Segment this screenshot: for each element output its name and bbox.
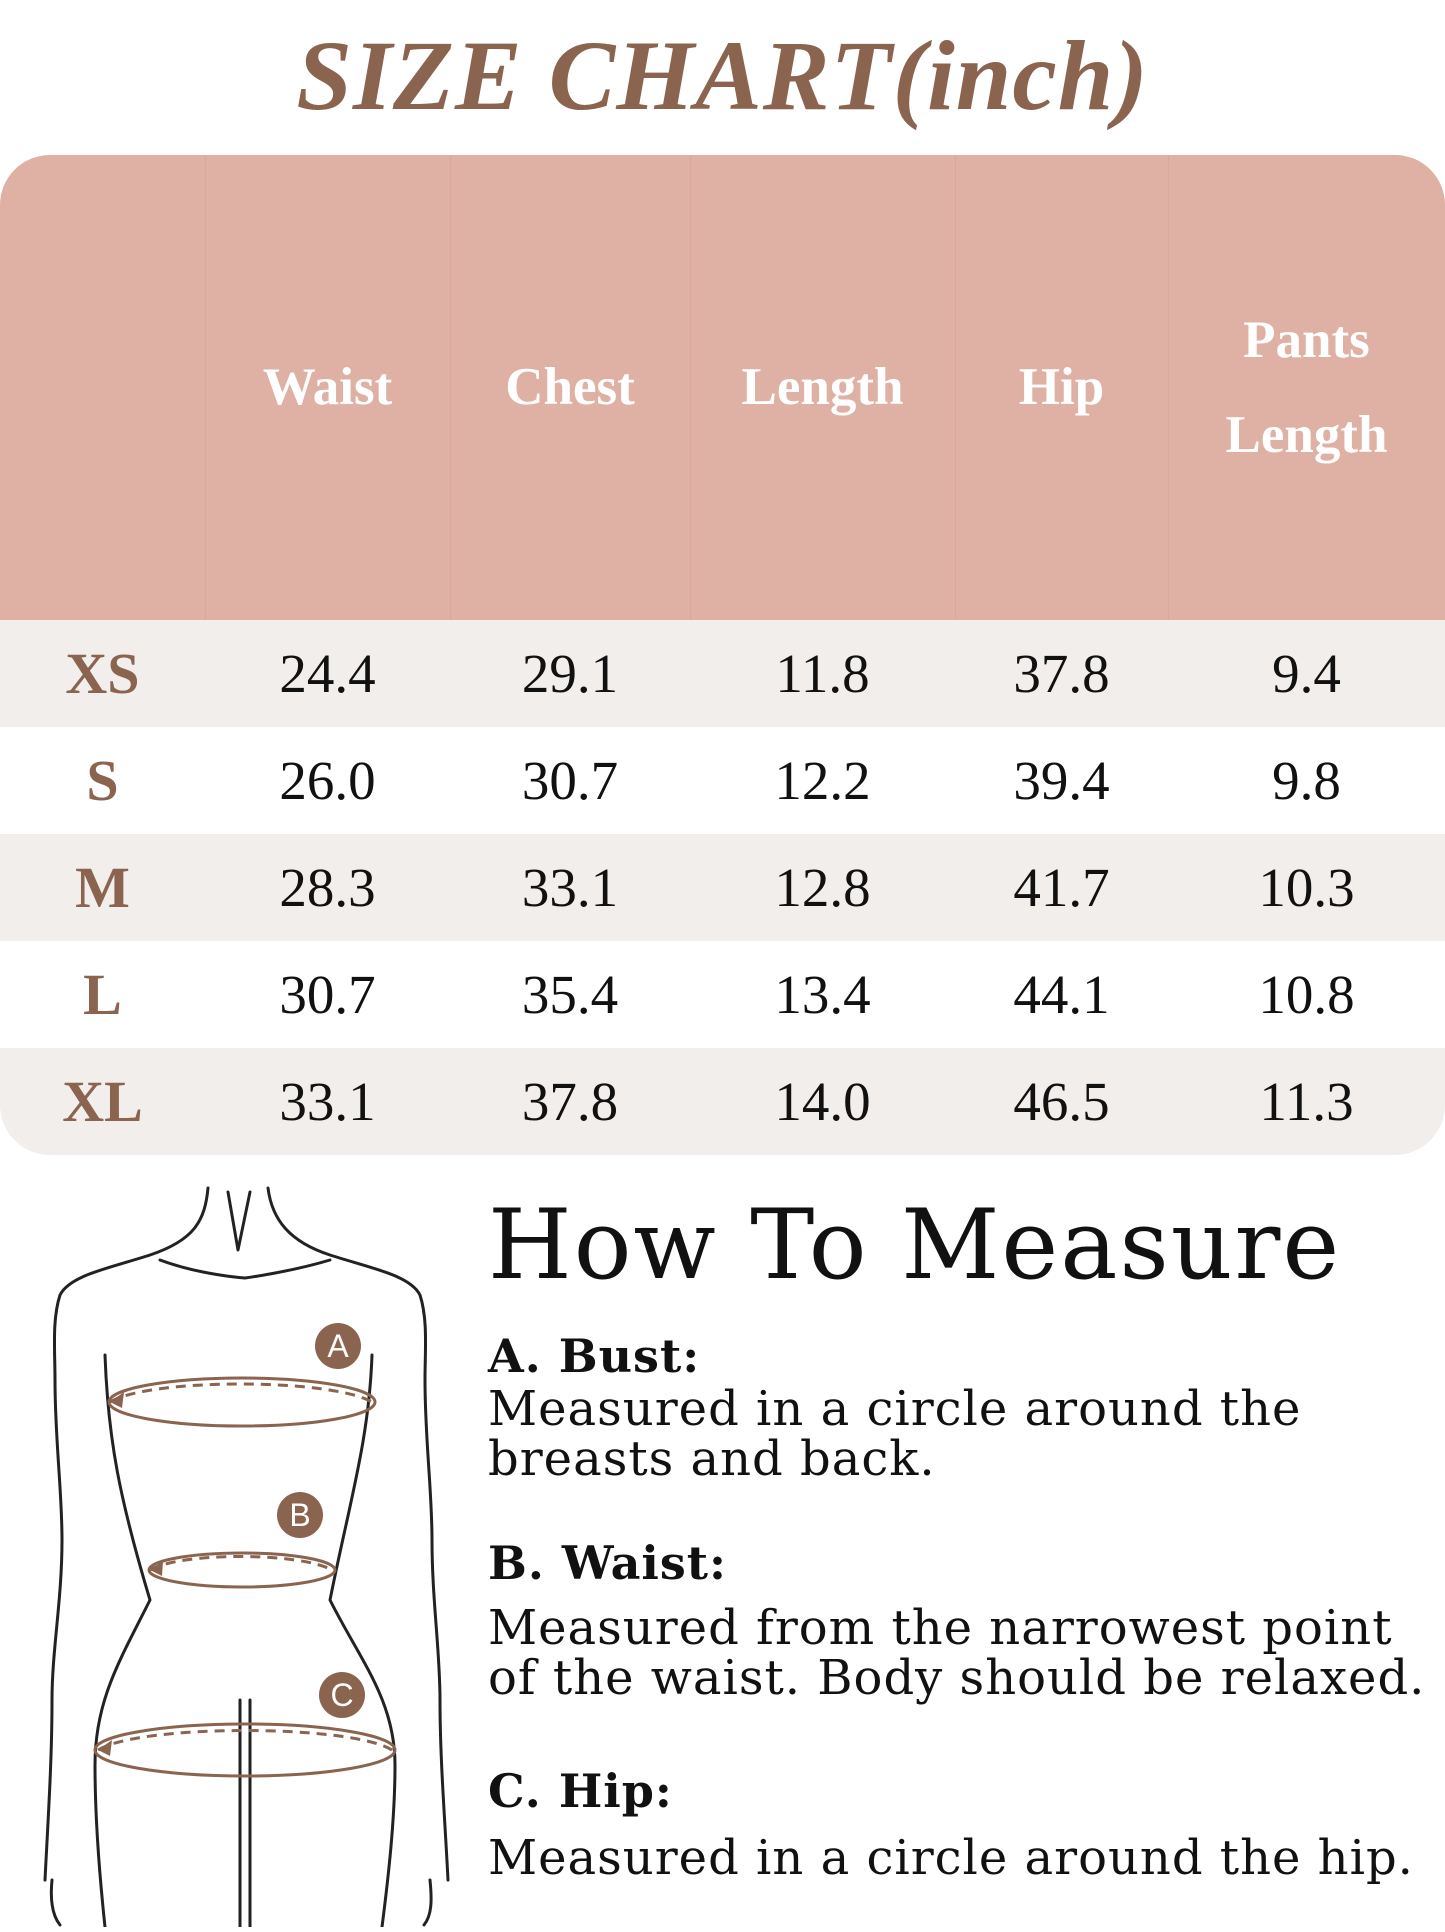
table-row (0, 727, 1445, 834)
size-chart-table (0, 155, 1445, 1155)
marker-b-label: B (289, 1497, 311, 1533)
marker-c-label: C (330, 1677, 354, 1713)
size-label: XL (62, 1069, 143, 1134)
waist-value: 33.1 (279, 1071, 376, 1132)
hip-value: 44.1 (1013, 964, 1110, 1025)
waist-description-line2: of the waist. Body should be relaxed. (488, 1650, 1426, 1706)
body-outline-illustration (0, 1180, 480, 1927)
bust-description-line1: Measured in a circle around the (488, 1381, 1302, 1437)
length-value: 13.4 (774, 964, 871, 1025)
chest-value: 35.4 (521, 964, 619, 1025)
size-label: XS (65, 641, 140, 706)
body-measurement-figure (0, 1180, 480, 1927)
waist-value: 30.7 (279, 964, 376, 1025)
table-row (0, 1048, 1445, 1155)
header-chest: Chest (505, 358, 635, 416)
hip-value: 41.7 (1013, 857, 1110, 918)
chest-value: 37.8 (521, 1071, 619, 1132)
header-pants-length-line2: Length (1225, 405, 1388, 464)
chest-value: 29.1 (521, 643, 619, 704)
header-pants-length-line1: Pants (1243, 310, 1370, 369)
header-waist: Waist (262, 358, 393, 416)
bust-description-line2: breasts and back. (488, 1431, 936, 1487)
header-length: Length (741, 358, 904, 416)
table-row (0, 941, 1445, 1048)
length-value: 12.8 (774, 857, 871, 918)
marker-b (277, 1492, 323, 1538)
hip-instruction (488, 1763, 1438, 1886)
table-row (0, 620, 1445, 727)
hip-label: C. Hip: (488, 1764, 673, 1818)
chest-value: 33.1 (521, 857, 619, 918)
waist-value: 28.3 (279, 857, 376, 918)
length-value: 14.0 (774, 1071, 871, 1132)
pants-length-value: 9.4 (1272, 643, 1341, 704)
page-title: SIZE CHART(inch) (296, 20, 1149, 131)
hip-value: 37.8 (1013, 643, 1110, 704)
length-value: 11.8 (775, 643, 870, 704)
pants-length-value: 10.8 (1258, 964, 1355, 1025)
waist-description-line1: Measured from the narrowest point (488, 1600, 1393, 1656)
pants-length-value: 11.3 (1259, 1071, 1354, 1132)
hip-value: 39.4 (1013, 750, 1110, 811)
waist-value: 26.0 (279, 750, 376, 811)
header-hip: Hip (1018, 358, 1105, 416)
marker-a (315, 1323, 361, 1369)
hip-value: 46.5 (1013, 1071, 1110, 1132)
size-label: M (75, 855, 130, 920)
length-value: 12.2 (774, 750, 871, 811)
marker-a-label: A (327, 1328, 349, 1364)
chest-value: 30.7 (521, 750, 619, 811)
waist-label: B. Waist: (488, 1536, 727, 1590)
table-header (0, 155, 1445, 620)
size-label: S (86, 748, 119, 813)
bust-instruction (488, 1328, 1438, 1487)
bust-label: A. Bust: (488, 1329, 701, 1383)
how-to-measure-section (488, 1185, 1438, 1886)
table-row (0, 834, 1445, 941)
size-label: L (83, 962, 122, 1027)
pants-length-value: 9.8 (1272, 750, 1341, 811)
waist-value: 24.4 (279, 643, 376, 704)
marker-c (319, 1672, 365, 1718)
how-to-measure-heading: How To Measure (488, 1189, 1342, 1301)
pants-length-value: 10.3 (1258, 857, 1355, 918)
waist-instruction (488, 1535, 1438, 1706)
hip-description-line1: Measured in a circle around the hip. (488, 1830, 1414, 1886)
header-pants-length (1168, 155, 1445, 620)
